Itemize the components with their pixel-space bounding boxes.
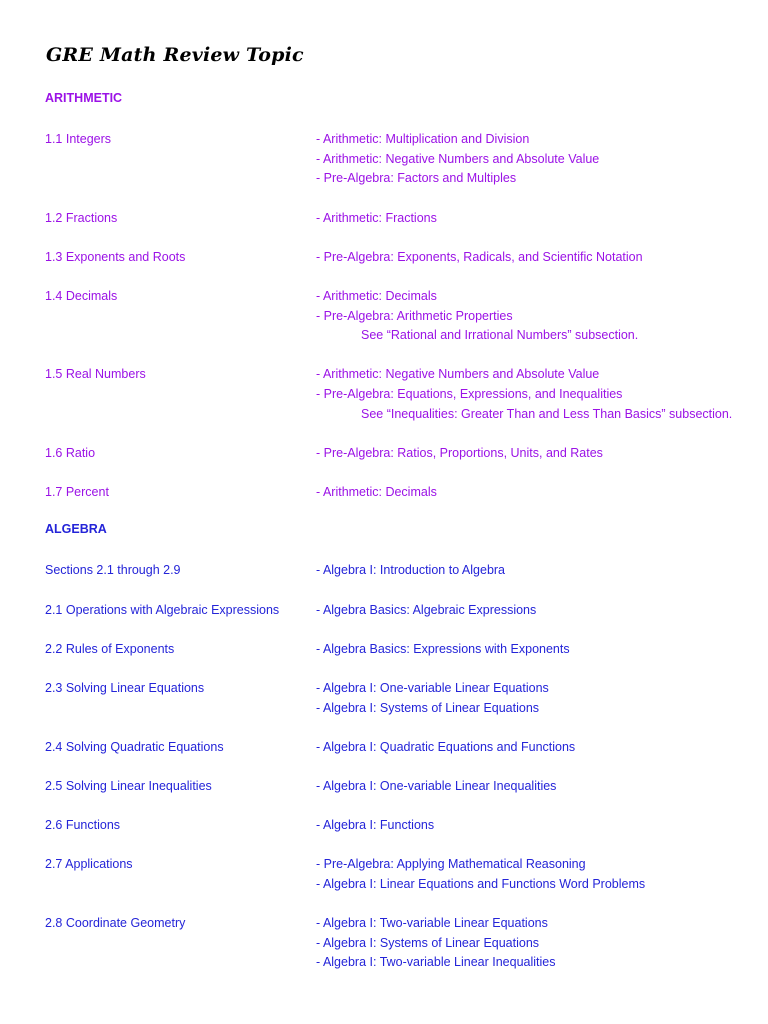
reference-list [316,483,437,503]
reference-item: - Pre-Algebra: Factors and Multiples [316,171,517,186]
reference-item: - Arithmetic: Fractions [316,210,437,225]
topic-label: 2.8 Coordinate Geometry [45,916,186,931]
reference-list [316,209,437,229]
topic-label: 2.2 Rules of Exponents [45,641,175,656]
reference-item: - Arithmetic: Decimals [316,485,437,499]
topic-label: 1.2 Fractions [45,210,118,225]
reference-item: - Pre-Algebra: Arithmetic Properties [316,308,513,323]
reference-list [316,816,434,836]
reference-item: - Algebra I: Systems of Linear Equations [316,700,540,715]
reference-list [316,287,638,346]
section-heading-algebra: ALGEBRA [45,522,107,537]
topic-label: 1.5 Real Numbers [45,367,146,382]
topic-label: 1.7 Percent [45,485,109,499]
page-title: GRE Math Review Topic [46,44,304,66]
topic-label: 1.1 Integers [45,132,112,147]
topic-label: 2.4 Solving Quadratic Equations [45,739,224,754]
reference-list [316,561,505,581]
reference-item: - Algebra I: Two-variable Linear Equations [316,916,548,931]
reference-list [316,601,536,621]
reference-note: See “Inequalities: Greater Than and Less Than Basics” subsection. [361,406,733,421]
reference-list [316,444,603,464]
reference-item: - Pre-Algebra: Exponents, Radicals, and Scientific Notation [316,249,643,264]
reference-item: - Algebra I: Systems of Linear Equations [316,935,540,950]
reference-item: - Algebra I: Linear Equations and Functions Word Problems [316,876,646,891]
topic-label: 2.6 Functions [45,818,121,833]
reference-list [316,130,599,189]
reference-list [316,365,732,424]
topic-label: 1.3 Exponents and Roots [45,249,186,264]
reference-item: - Algebra Basics: Algebraic Expressions [316,602,537,617]
reference-item: - Algebra I: One-variable Linear Equations [316,681,549,695]
reference-item: - Algebra I: Introduction to Algebra [316,563,506,578]
reference-list [316,679,549,718]
topic-label: 1.6 Ratio [45,445,96,460]
reference-item: - Algebra I: Quadratic Equations and Functions [316,739,576,754]
reference-item: - Algebra Basics: Expressions with Exponents [316,641,570,656]
topic-label: 1.4 Decimals [45,289,118,303]
reference-list [316,777,556,797]
topic-label: 2.1 Operations with Algebraic Expressions [45,602,280,617]
topic-label: 2.3 Solving Linear Equations [45,681,205,695]
reference-item: - Arithmetic: Decimals [316,289,437,303]
section-heading-arithmetic: ARITHMETIC [45,91,123,105]
reference-item: - Algebra I: One-variable Linear Inequalities [316,779,557,793]
topic-label: Sections 2.1 through 2.9 [45,563,181,578]
reference-list [316,640,570,660]
topic-label: 2.5 Solving Linear Inequalities [45,779,212,793]
reference-item: - Arithmetic: Multiplication and Division [316,132,530,147]
reference-item: - Arithmetic: Negative Numbers and Absolute Value [316,367,600,382]
reference-item: - Pre-Algebra: Applying Mathematical Reasoning [316,857,586,872]
reference-item: - Arithmetic: Negative Numbers and Absolute Value [316,151,600,166]
reference-note: See “Rational and Irrational Numbers” subsection. [361,328,639,343]
reference-item: - Pre-Algebra: Equations, Expressions, and Inequalities [316,386,623,401]
reference-item: - Algebra I: Two-variable Linear Inequalities [316,955,556,970]
reference-item: - Algebra I: Functions [316,818,435,833]
topic-label: 2.7 Applications [45,857,133,872]
reference-item: - Pre-Algebra: Ratios, Proportions, Units, and Rates [316,445,603,460]
reference-list [316,855,645,894]
reference-list [316,248,643,268]
reference-list [316,738,575,758]
reference-list [316,914,556,973]
